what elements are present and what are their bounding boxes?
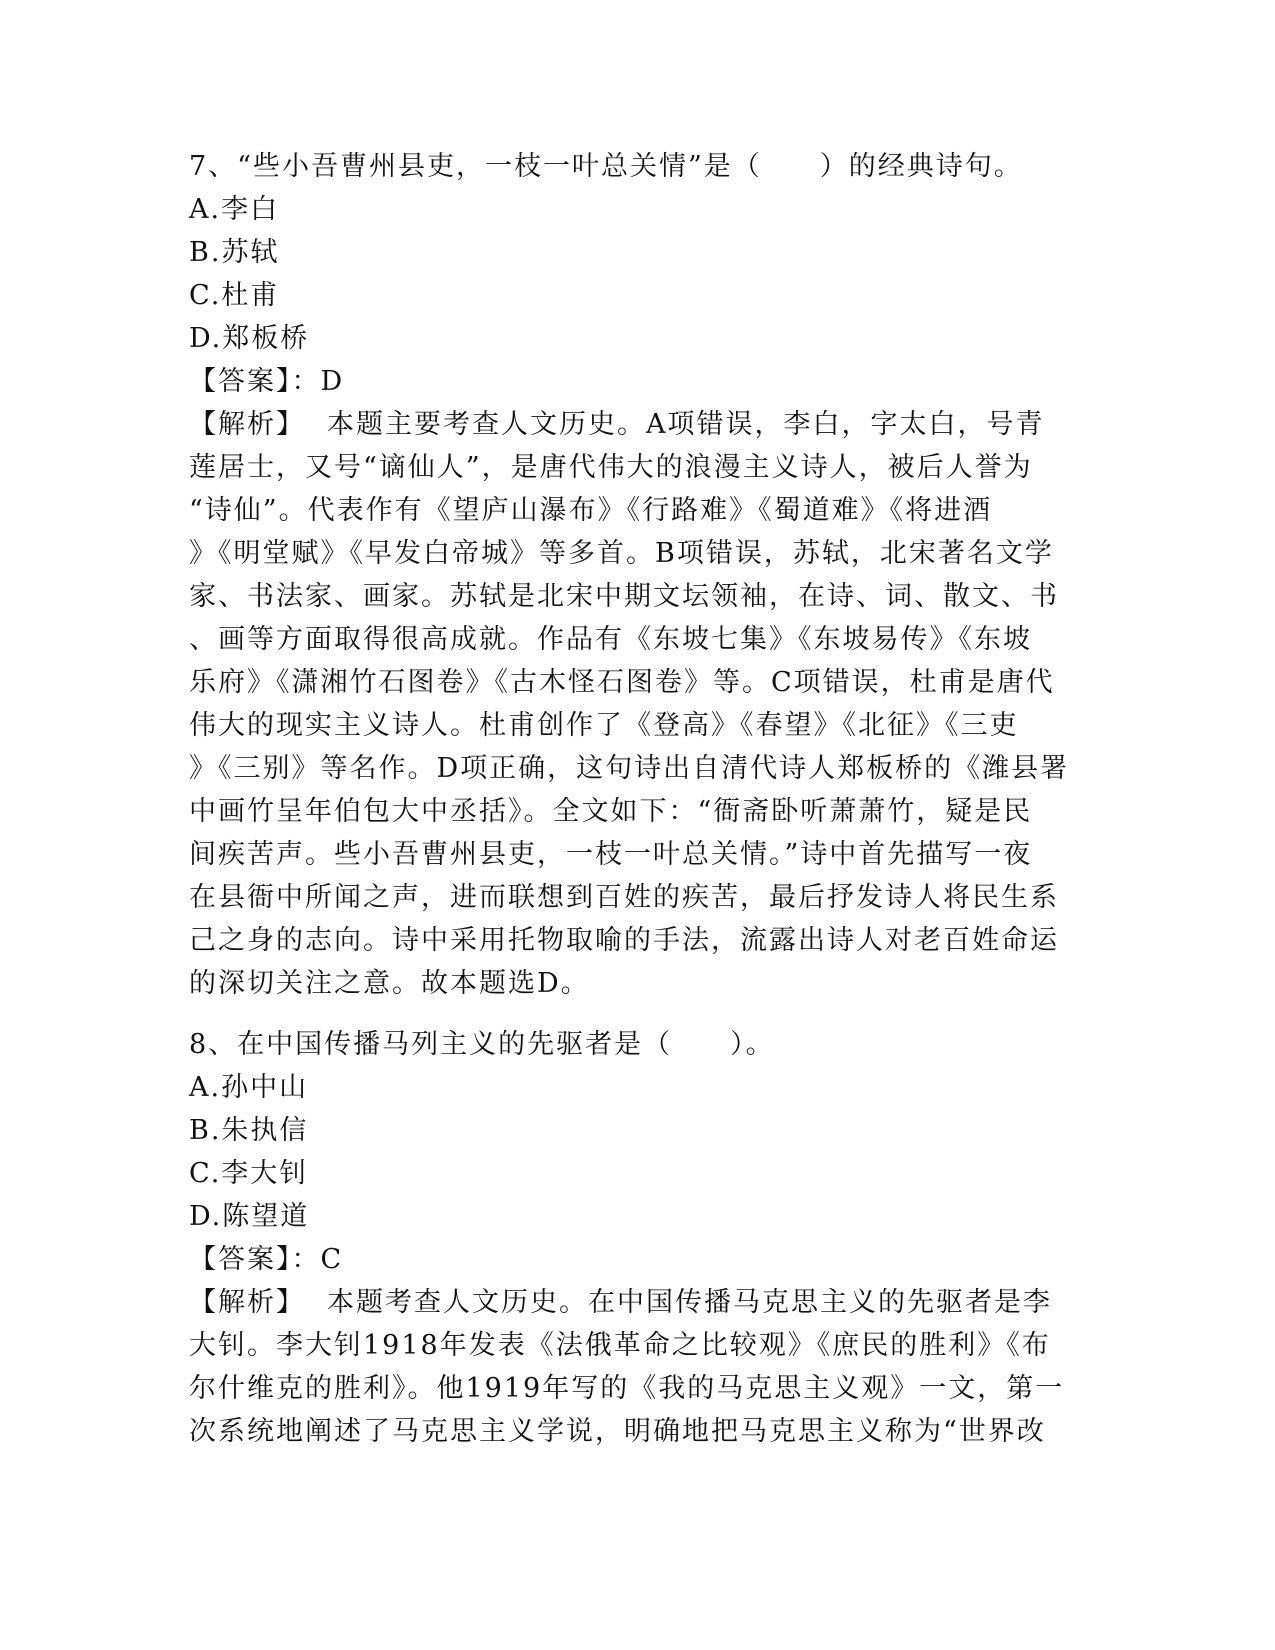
option-c: C.李大钊 (189, 1158, 309, 1189)
explanation-line: 乐府》《潇湘竹石图卷》《古木怪石图卷》等。C项错误，杜甫是唐代 (189, 667, 1055, 698)
explanation-text: 本题考查人文历史。在中国传播马克思主义的先驱者是李 (327, 1287, 1052, 1318)
explanation-line: 、画等方面取得很高成就。作品有《东坡七集》《东坡易传》《东坡 (189, 624, 1032, 655)
answer-label: 【答案】： (189, 1244, 321, 1275)
explanation-text: 本题主要考查人文历史。A项错误，李白，字太白，号青 (327, 409, 1045, 440)
question-stem: 7、“些小吾曹州县吏，一枝一叶总关情”是（ ）的经典诗句。 (189, 151, 1023, 182)
explanation-line (189, 403, 1084, 446)
explanation-line: 己之身的志向。诗中采用托物取喻的手法，流露出诗人对老百姓命运 (189, 925, 1059, 956)
explanation-line: 在县衙中所闻之声，进而联想到百姓的疾苦，最后抒发诗人将民生系 (189, 882, 1059, 913)
explanation-label: 【解析】 (189, 1287, 305, 1318)
option-a: A.李白 (189, 194, 280, 225)
explanation-label: 【解析】 (189, 409, 305, 440)
option-c: C.杜甫 (189, 280, 280, 311)
question-block (189, 145, 1084, 1005)
explanation-line: 尔什维克的胜利》。他1919年写的《我的马克思主义观》一文，第一 (189, 1373, 1065, 1404)
answer-value: C (320, 1244, 344, 1275)
answer-label: 【答案】： (189, 366, 321, 397)
explanation-line: 中画竹呈年伯包大中丞括》。全文如下：“衙斋卧听萧萧竹，疑是民 (189, 796, 1033, 827)
document-content (189, 145, 1084, 1453)
explanation-line: 的深切关注之意。故本题选D。 (189, 968, 590, 999)
explanation-line: 》《明堂赋》《早发白帝城》等多首。B项错误，苏轼，北宋著名文学 (189, 538, 1054, 569)
option-d: D.郑板桥 (189, 323, 310, 354)
answer-line (189, 1238, 1084, 1281)
explanation-line: 家、书法家、画家。苏轼是北宋中期文坛领袖，在诗、词、散文、书 (189, 581, 1059, 612)
explanation-line: 》《三别》等名作。D项正确，这句诗出自清代诗人郑板桥的《潍县署 (189, 753, 1070, 784)
explanation-line: 莲居士，又号“谪仙人”，是唐代伟大的浪漫主义诗人，被后人誉为 (189, 452, 1033, 483)
option-d: D.陈望道 (189, 1201, 310, 1232)
explanation-line (189, 1281, 1084, 1324)
answer-value: D (320, 366, 345, 397)
explanation-line: 间疾苦声。些小吾曹州县吏，一枝一叶总关情。”诗中首先描写一夜 (189, 839, 1033, 870)
explanation-line: “诗仙”。代表作有《望庐山瀑布》《行路难》《蜀道难》《将进酒 (189, 495, 993, 526)
option-a: A.孙中山 (189, 1072, 309, 1103)
explanation-line: 大钊。李大钊1918年发表《法俄革命之比较观》《庶民的胜利》《布 (189, 1330, 1051, 1361)
option-b: B.朱执信 (189, 1115, 309, 1146)
explanation-line: 伟大的现实主义诗人。杜甫创作了《登高》《春望》《北征》《三吏 (189, 710, 1019, 741)
answer-line (189, 360, 1084, 403)
explanation-line: 次系统地阐述了马克思主义学说，明确地把马克思主义称为“世界改 (189, 1416, 1046, 1447)
option-b: B.苏轼 (189, 237, 280, 268)
question-block (189, 1023, 1084, 1453)
question-stem: 8、在中国传播马列主义的先驱者是（ ）。 (189, 1029, 775, 1060)
